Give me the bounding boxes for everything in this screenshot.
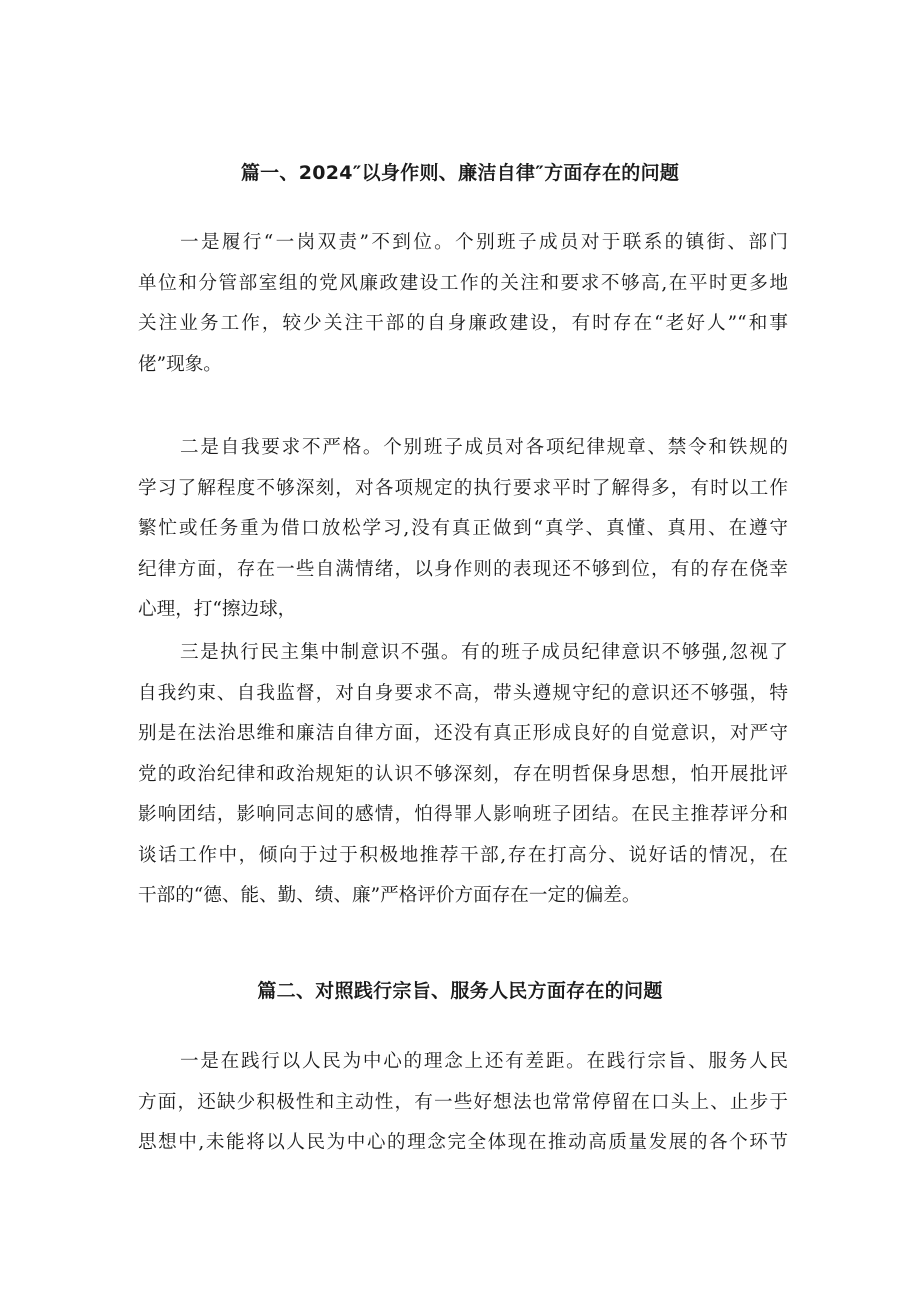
paragraph-4	[138, 1042, 788, 1164]
paragraph-line: 心理，打“擦边球，	[138, 599, 297, 620]
paragraph-line: 方面，还缺少积极性和主动性，有一些好想法也常常停留在口头上、止步于	[138, 1091, 788, 1113]
paragraph-line: 思想中,未能将以人民为中心的理念完全体现在推动高质量发展的各个环节	[138, 1132, 788, 1153]
paragraph-line: 佬”现象。	[138, 353, 222, 375]
paragraph-line: 一是履行“一岗双责”不到位。个别班子成员对于联系的镇街、部门	[180, 232, 788, 253]
paragraph-line: 党的政治纪律和政治规矩的认识不够深刻，存在明哲保身思想，怕开展批评	[138, 763, 788, 785]
paragraph-line: 单位和分管部室组的党风廉政建设工作的关注和要求不够高,在平时更多地	[138, 272, 788, 294]
paragraph-line: 关注业务工作，较少关注干部的自身廉政建设，有时存在“老好人”“和事	[138, 313, 788, 334]
paragraph-line: 干部的“德、能、勤、绩、廉”严格评价方面存在一定的偏差。	[138, 885, 641, 906]
paragraph-3	[138, 633, 788, 917]
paragraph-line: 二是自我要求不严格。个别班子成员对各项纪律规章、禁令和铁规的	[180, 437, 788, 458]
section-heading-1: 篇一、2024″以身作则、廉洁自律″方面存在的问题	[240, 162, 680, 184]
paragraph-line: 繁忙或任务重为借口放松学习,没有真正做到“真学、真懂、真用、在遵守	[138, 518, 788, 539]
paragraph-line: 一是在践行以人民为中心的理念上还有差距。在践行宗旨、服务人民	[180, 1051, 788, 1072]
paragraph-line: 纪律方面，存在一些自满情绪，以身作则的表现还不够到位，有的存在侥幸	[138, 558, 788, 580]
paragraph-line: 自我约束、自我监督，对自身要求不高，带头遵规守纪的意识还不够强，特	[138, 682, 788, 704]
paragraph-1	[138, 223, 788, 385]
paragraph-line: 谈话工作中，倾向于过于积极地推荐干部,存在打高分、说好话的情况，在	[138, 844, 788, 866]
paragraph-line: 影响团结，影响同志间的感情，怕得罪人影响班子团结。在民主推荐评分和	[138, 804, 788, 825]
paragraph-2	[138, 428, 788, 631]
paragraph-line: 学习了解程度不够深刻，对各项规定的执行要求平时了解得多，有时以工作	[138, 477, 788, 499]
paragraph-line: 三是执行民主集中制意识不强。有的班子成员纪律意识不够强,忽视了	[180, 642, 788, 663]
paragraph-line: 别是在法治思维和廉洁自律方面，还没有真正形成良好的自觉意识，对严守	[138, 723, 788, 744]
section-heading-2: 篇二、对照践行宗旨、服务人民方面存在的问题	[257, 980, 663, 1002]
